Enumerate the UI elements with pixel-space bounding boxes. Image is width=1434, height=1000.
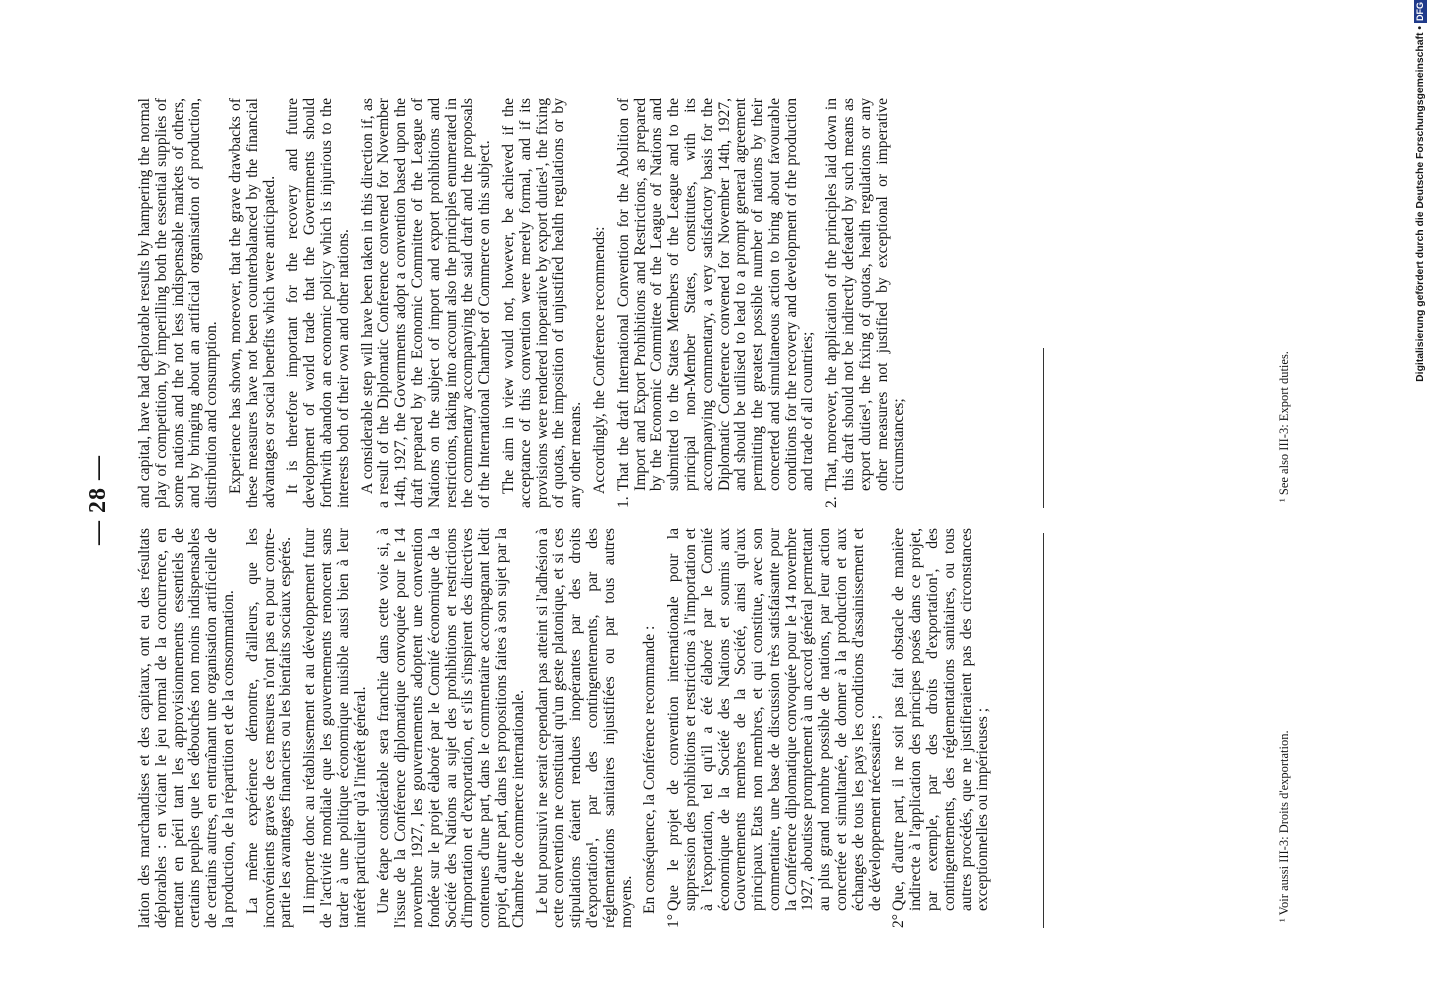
english-paragraph: Experience has shown, moreover, that the grave drawbacks of these measures have not been counterbalanced by the financial advantages or social benefits which were anticipated. [226, 98, 278, 508]
item-number: 1. [614, 496, 632, 508]
french-column [136, 528, 992, 928]
french-paragraph: Il importe donc au rétablissement et au développement futur de l'activité mondiale que les gouvernements renoncent sans tarder à une politique économique nuisible aussi bien à leur intérêt particulier qu'à l'intérêt général. [301, 528, 369, 928]
item-number: 2° [890, 913, 908, 928]
french-paragraph: lation des marchandises et des capitaux, ont eu des résultats déplorables : en viciant le jeu normal de la concurrence, en mettant en péril tant les approvisionnements essentiels de certains peuples que les débouchés non moins indispensables de certains autres, en entraînant une organisation artificielle de la production, de la répartition et de la consommation. [136, 528, 237, 928]
english-paragraph: Accordingly, the Conference recommends: [590, 226, 608, 494]
item-number: 2. [823, 496, 841, 508]
item-text: That the draft International Convention for the Abolition of Import and Export Prohibitions and Restrictions, as prepared by the Economic Committee of the League of Nations and submitted to the States Members of the League and to the principal non-Member States, constitutes, with its accompanying commentary, a very satisfactory basis for the Diplomatic Conference convened for November 14th, 1927, and should be utilised to lead to a prompt general agreement permitting the greatest possible number of nations by their concerted and simultaneous action to bring about favourable conditions for the recovery and development of the production and trade of all countries; [614, 98, 817, 491]
english-paragraph: It is therefore important for the recovery and future development of world trade that the Governments should forthwith abandon an economic policy which is injurious to the interests both of their own and other nations. [284, 98, 352, 508]
french-paragraph: La même expérience démontre, d'ailleurs, que les inconvénients graves de ces mesures n'ont pas eu pour contre-partie les avantages financiers ou les bienfaits sociaux espérés. [243, 528, 295, 928]
item-text: Que, d'autre part, il ne soit pas fait obstacle de manière indirecte à l'application des principes posés dans ce projet, par exemple, par des droits d'exportation¹, des contingentements, des réglementations sanitaires, ou tous autres procédés, que ne justifieraient pas des circonstances exceptionnelles ou impérieuses ; [890, 528, 992, 911]
digitization-credit [1413, 0, 1429, 1000]
item-text: Que le projet de convention internationale pour la suppression des prohibitions et restrictions à l'importation et à l'exportation, tel qu'il a été élaboré par le Comité économique de la Société des Nations et soumis aux Gouvernements membres de la Société, ainsi qu'aux principaux Etats non membres, et qui constitue, avec son commentaire, une base de discussion très satisfaisante pour la Conférence diplomatique convoquée pour le 14 novembre 1927, aboutisse promptement à un accord général permettant au plus grand nombre possible de nations, par leur action concertée et simultanée, de donner à la production et aux échanges de tous les pays les conditions d'assainissement et de développement nécessaires ; [665, 528, 884, 911]
page-number: — 28 — [85, 455, 111, 545]
french-recommendation-2 [891, 528, 992, 928]
english-recommendation-2 [824, 98, 908, 508]
english-footnote-rule [1043, 348, 1044, 508]
french-recommendation-1 [666, 528, 884, 928]
english-paragraph: The aim in view would not, however, be achieved if the acceptance of this convention were merely formal, and if its provisions were rendered inoperative by export duties¹, the fixing of quotas, the imposition of unjustified health regulations or by any other means. [499, 98, 585, 508]
credit-text: Digitalisierung gefördert durch die Deutsche Forschungsgemeinschaft • [1415, 26, 1426, 382]
english-recommendation-1 [616, 98, 818, 508]
french-paragraph: En conséquence, la Conférence recommande : [641, 625, 659, 914]
english-paragraph: and capital, have had deplorable results by hampering the normal play of competition, by imperilling both the essential supplies of some nations and the not less indispensable markets of others, and by bringing about an artificial organisation of production, distribution and consumption. [136, 98, 221, 508]
english-footnote: ¹ See also III-3: Export duties. [1277, 351, 1291, 502]
dfg-logo: DFG [1414, 2, 1425, 21]
french-paragraph: Le but poursuivi ne serait cependant pas atteint si l'adhésion à cette convention ne constituait qu'un geste platonique, et si ces stipulations étaient rendues inopérantes par des droits d'exportation¹, par des contingentements, par des réglementations sanitaires injustifiées ou par tous autres moyens. [533, 528, 635, 928]
item-text: That, moreover, the application of the principles laid down in this draft should not be indirectly defeated by such means as export duties¹, the fixing of quotas, health regulations or any other measures not justified by exceptional or imperative circumstances; [823, 98, 908, 491]
french-footnote-rule [1043, 533, 1044, 928]
french-paragraph: Une étape considérable sera franchie dans cette voie si, à l'issue de la Conférence diplomatique convoquée pour le 14 novembre 1927, les gouvernements adoptent une convention fondée sur le projet élaboré par le Comité économique de la Société des Nations au sujet des prohibitions et restrictions d'importation et d'exportation, et s'ils s'inspirent des directives contenues d'une part, dans le commentaire accompagnant ledit projet, d'autre part, dans les propositions faites à son sujet par la Chambre de commerce internationale. [375, 528, 527, 928]
french-footnote: ¹ Voir aussi III-3: Droits d'exportation. [1277, 730, 1291, 922]
item-number: 1° [665, 913, 683, 928]
english-column [137, 98, 927, 508]
english-paragraph: A considerable step will have been taken in this direction if, as a result of the Diplomatic Conference convened for November 14th, 1927, the Governments adopt a convention based upon the draft prepared by the Economic Committee of the League of Nations on the subject of import and export prohibitions and restrictions, taking into account also the principles enumerated in the commentary accompanying the said draft and the proposals of the International Chamber of Commerce on this subject. [358, 98, 494, 508]
